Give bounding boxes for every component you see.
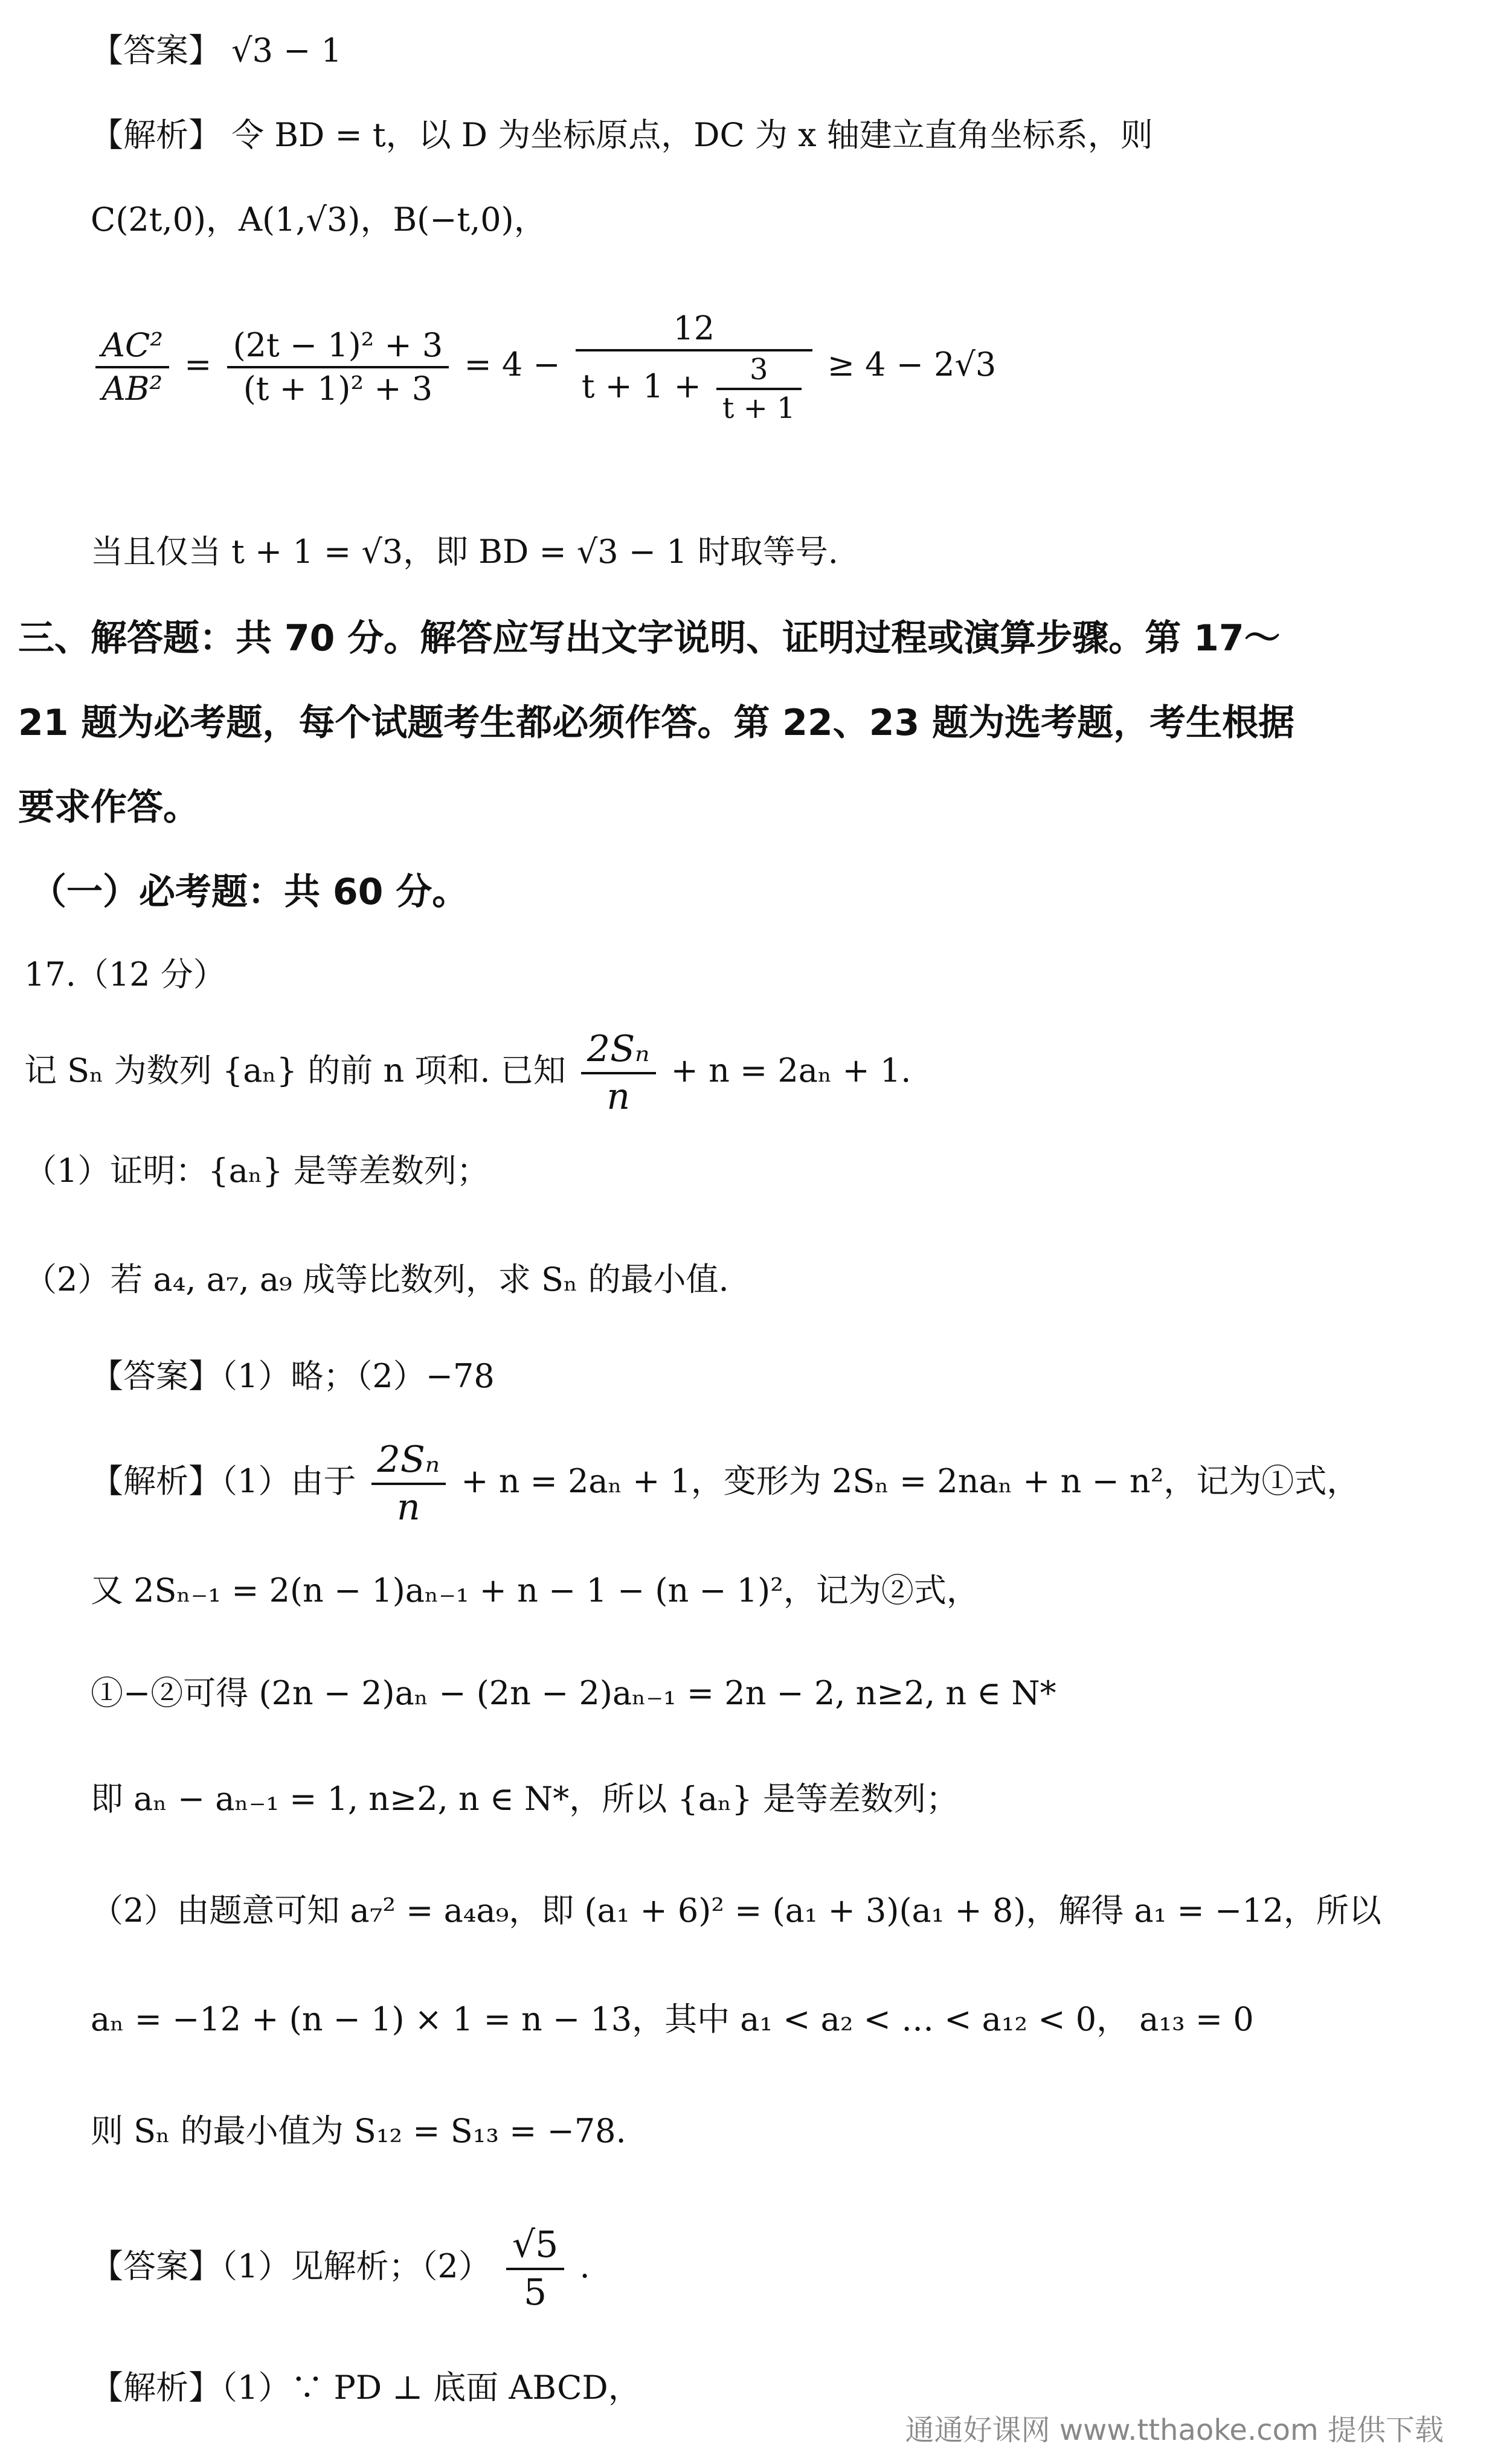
q17-sol-line5: （2）由题意可知 a₇² = a₄a₉，即 (a₁ + 6)² = (a₁ + 3)(a₁ + 8)，解得 a₁ = −12，所以 — [91, 1891, 1381, 1930]
q17-part1: （1）证明：{aₙ} 是等差数列； — [24, 1152, 489, 1190]
q17-stem — [24, 1027, 911, 1120]
ratio-12: 12 — [576, 308, 812, 351]
ratio-eq4: = 4 − — [464, 345, 561, 383]
answer-line-1 — [91, 30, 342, 71]
answer-label: 【答案】 — [91, 31, 221, 69]
q17-title: 17.（12 分） — [24, 955, 226, 993]
ratio-lhs-fraction — [95, 325, 169, 409]
eq-sign: = — [184, 345, 212, 383]
q18-answer-num: √5 — [506, 2222, 564, 2270]
ratio-geq: ≥ 4 − 2√3 — [827, 345, 997, 383]
ratio-mid-fraction — [227, 325, 449, 409]
q17-stem-den: n — [606, 1076, 631, 1118]
q17-sol-l1-post: + n = 2aₙ + 1，变形为 2Sₙ = 2naₙ + n − n²，记为①式， — [461, 1462, 1360, 1500]
ratio-lhs-den: AB² — [101, 369, 163, 408]
ratio-12-fraction — [576, 308, 812, 426]
ratio-mid-den: (t + 1)² + 3 — [243, 369, 433, 408]
ratio-mid-num: (2t − 1)² + 3 — [227, 325, 449, 368]
q18-analysis: 【解析】（1）∵ PD ⊥ 底面 ABCD， — [91, 2369, 641, 2407]
q17-sol-line3: ①−②可得 (2n − 2)aₙ − (2n − 2)aₙ₋₁ = 2n − 2, n≥2, n ∈ N* — [91, 1674, 1056, 1712]
q18-answer-pre: 【答案】（1）见解析；（2） — [91, 2247, 491, 2285]
q17-sol-line1 — [91, 1437, 1359, 1530]
q17-sol-l1-pre: 【解析】（1）由于 — [91, 1462, 356, 1500]
q17-stem-post: + n = 2aₙ + 1. — [670, 1051, 911, 1089]
q17-sol-line7: 则 Sₙ 的最小值为 S₁₂ = S₁₃ = −78. — [91, 2112, 626, 2150]
section3-line3: 要求作答。 — [18, 786, 199, 829]
section3-sub: （一）必考题：共 60 分。 — [30, 871, 469, 913]
section3-line1: 三、解答题：共 70 分。解答应写出文字说明、证明过程或演算步骤。第 17～ — [18, 617, 1281, 659]
footer-watermark: 通通好课网 www.tthaoke.com 提供下载 — [905, 2413, 1444, 2447]
q18-answer-fraction — [506, 2222, 564, 2315]
q18-answer-post: . — [579, 2247, 590, 2285]
ratio-formula — [91, 308, 996, 426]
equality-line: 当且仅当 t + 1 = √3，即 BD = √3 − 1 时取等号. — [91, 533, 838, 571]
q17-answer: 【答案】（1）略；（2）−78 — [91, 1357, 495, 1395]
ratio-den-text: t + 1 + — [581, 367, 701, 405]
q17-part2: （2）若 a₄, a₇, a₉ 成等比数列，求 Sₙ 的最小值. — [24, 1260, 729, 1298]
q17-sol-num: 2Sₙ — [371, 1437, 446, 1485]
q17-stem-pre: 记 Sₙ 为数列 {aₙ} 的前 n 项和. 已知 — [24, 1051, 566, 1089]
analysis-text: 令 BD = t，以 D 为坐标原点，DC 为 x 轴建立直角坐标系，则 — [231, 116, 1153, 154]
section3-line2: 21 题为必考题，每个试题考生都必须作答。第 22、23 题为选考题，考生根据 — [18, 702, 1295, 744]
q17-sol-den: n — [397, 1486, 420, 1529]
ratio-inner-den: t + 1 — [722, 391, 796, 425]
q18-answer — [91, 2222, 590, 2315]
q17-sol-fraction — [371, 1437, 446, 1530]
ratio-12-den — [576, 351, 812, 426]
analysis-line-1 — [91, 115, 1153, 156]
q17-stem-fraction — [581, 1027, 656, 1120]
q17-sol-line4: 即 aₙ − aₙ₋₁ = 1, n≥2, n ∈ N*，所以 {aₙ} 是等差数列； — [91, 1780, 959, 1818]
analysis-label: 【解析】 — [91, 116, 221, 154]
ratio-inner-fraction — [716, 351, 802, 426]
q18-answer-den: 5 — [524, 2271, 547, 2314]
answer-value: √3 − 1 — [231, 31, 342, 69]
q17-sol-line6: aₙ = −12 + (n − 1) × 1 = n − 13，其中 a₁ < a₂ < … < a₁₂ < 0， a₁₃ = 0 — [91, 2000, 1254, 2038]
q17-sol-line2: 又 2Sₙ₋₁ = 2(n − 1)aₙ₋₁ + n − 1 − (n − 1)²，记为②式， — [91, 1571, 979, 1609]
ratio-lhs-num: AC² — [95, 325, 169, 368]
q17-stem-num: 2Sₙ — [581, 1027, 656, 1074]
coords-line: C(2t,0)，A(1,√3)，B(−t,0)， — [91, 201, 547, 239]
ratio-inner-num: 3 — [716, 351, 802, 390]
